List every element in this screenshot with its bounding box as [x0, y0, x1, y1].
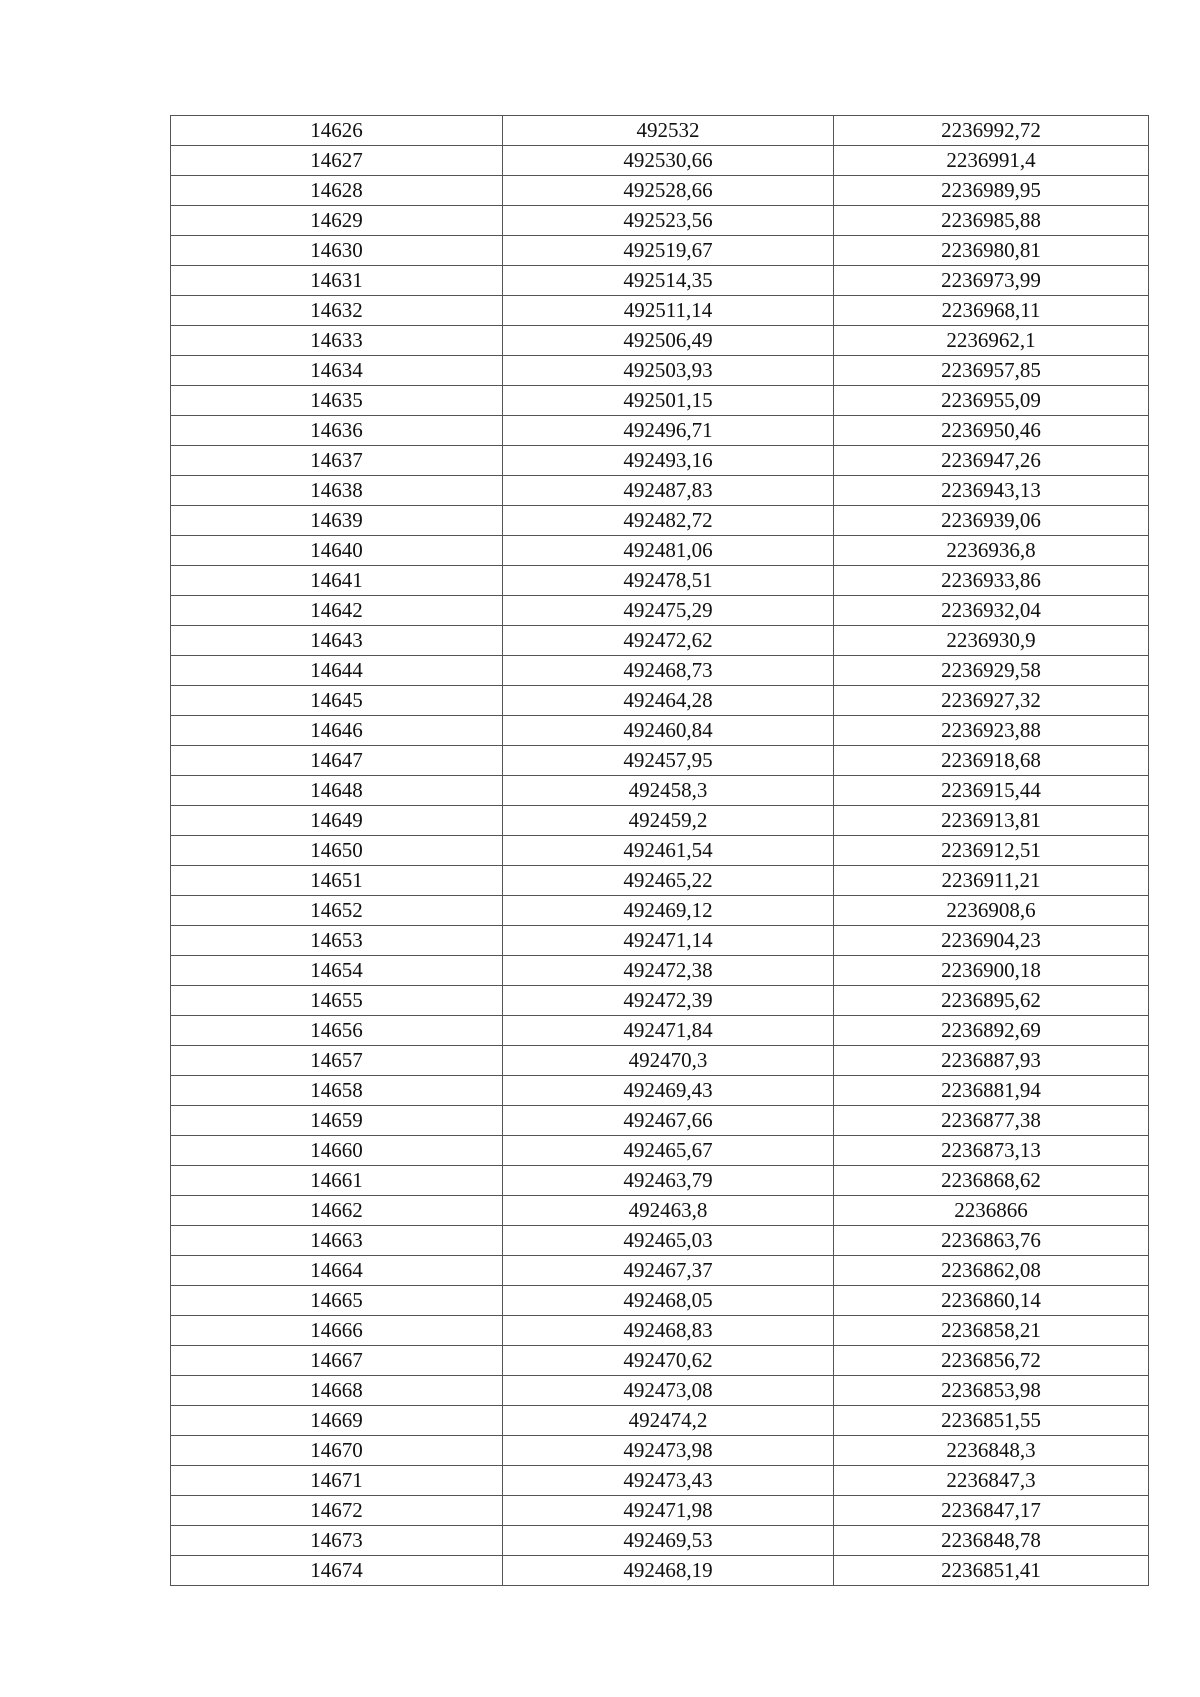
point-number-cell: 14667: [171, 1346, 503, 1376]
point-number-cell: 14663: [171, 1226, 503, 1256]
point-number-cell: 14668: [171, 1376, 503, 1406]
y-coordinate-cell: 2236887,93: [834, 1046, 1149, 1076]
point-number-cell: 14628: [171, 176, 503, 206]
y-coordinate-cell: 2236881,94: [834, 1076, 1149, 1106]
x-coordinate-cell: 492514,35: [503, 266, 834, 296]
y-coordinate-cell: 2236968,11: [834, 296, 1149, 326]
point-number-cell: 14634: [171, 356, 503, 386]
table-row: [171, 1466, 1149, 1496]
y-coordinate-cell: 2236908,6: [834, 896, 1149, 926]
y-coordinate-cell: 2236913,81: [834, 806, 1149, 836]
point-number-cell: 14646: [171, 716, 503, 746]
x-coordinate-cell: 492473,98: [503, 1436, 834, 1466]
y-coordinate-cell: 2236929,58: [834, 656, 1149, 686]
table-row: [171, 1316, 1149, 1346]
x-coordinate-cell: 492469,12: [503, 896, 834, 926]
x-coordinate-cell: 492467,37: [503, 1256, 834, 1286]
table-row: [171, 566, 1149, 596]
x-coordinate-cell: 492465,67: [503, 1136, 834, 1166]
point-number-cell: 14638: [171, 476, 503, 506]
x-coordinate-cell: 492471,14: [503, 926, 834, 956]
point-number-cell: 14630: [171, 236, 503, 266]
y-coordinate-cell: 2236918,68: [834, 746, 1149, 776]
y-coordinate-cell: 2236933,86: [834, 566, 1149, 596]
point-number-cell: 14664: [171, 1256, 503, 1286]
y-coordinate-cell: 2236989,95: [834, 176, 1149, 206]
x-coordinate-cell: 492530,66: [503, 146, 834, 176]
table-row: [171, 716, 1149, 746]
x-coordinate-cell: 492481,06: [503, 536, 834, 566]
x-coordinate-cell: 492478,51: [503, 566, 834, 596]
table-row: [171, 1406, 1149, 1436]
x-coordinate-cell: 492475,29: [503, 596, 834, 626]
point-number-cell: 14641: [171, 566, 503, 596]
y-coordinate-cell: 2236962,1: [834, 326, 1149, 356]
table-row: [171, 1556, 1149, 1586]
table-row: [171, 536, 1149, 566]
point-number-cell: 14661: [171, 1166, 503, 1196]
y-coordinate-cell: 2236848,78: [834, 1526, 1149, 1556]
y-coordinate-cell: 2236943,13: [834, 476, 1149, 506]
point-number-cell: 14635: [171, 386, 503, 416]
table-row: [171, 1166, 1149, 1196]
y-coordinate-cell: 2236851,41: [834, 1556, 1149, 1586]
x-coordinate-cell: 492473,43: [503, 1466, 834, 1496]
point-number-cell: 14671: [171, 1466, 503, 1496]
y-coordinate-cell: 2236985,88: [834, 206, 1149, 236]
table-row: [171, 206, 1149, 236]
y-coordinate-cell: 2236912,51: [834, 836, 1149, 866]
x-coordinate-cell: 492496,71: [503, 416, 834, 446]
point-number-cell: 14674: [171, 1556, 503, 1586]
x-coordinate-cell: 492501,15: [503, 386, 834, 416]
x-coordinate-cell: 492468,19: [503, 1556, 834, 1586]
x-coordinate-cell: 492464,28: [503, 686, 834, 716]
point-number-cell: 14640: [171, 536, 503, 566]
point-number-cell: 14636: [171, 416, 503, 446]
point-number-cell: 14655: [171, 986, 503, 1016]
table-row: [171, 986, 1149, 1016]
x-coordinate-cell: 492470,3: [503, 1046, 834, 1076]
y-coordinate-cell: 2236847,3: [834, 1466, 1149, 1496]
table-row: [171, 806, 1149, 836]
table-row: [171, 1106, 1149, 1136]
x-coordinate-cell: 492469,43: [503, 1076, 834, 1106]
x-coordinate-cell: 492471,98: [503, 1496, 834, 1526]
point-number-cell: 14639: [171, 506, 503, 536]
coordinates-table-body: [171, 116, 1149, 1586]
table-row: [171, 1526, 1149, 1556]
x-coordinate-cell: 492472,38: [503, 956, 834, 986]
table-row: [171, 1436, 1149, 1466]
point-number-cell: 14673: [171, 1526, 503, 1556]
x-coordinate-cell: 492459,2: [503, 806, 834, 836]
coordinates-table: [170, 115, 1149, 1586]
x-coordinate-cell: 492471,84: [503, 1016, 834, 1046]
x-coordinate-cell: 492460,84: [503, 716, 834, 746]
x-coordinate-cell: 492469,53: [503, 1526, 834, 1556]
table-row: [171, 1226, 1149, 1256]
point-number-cell: 14647: [171, 746, 503, 776]
y-coordinate-cell: 2236991,4: [834, 146, 1149, 176]
table-row: [171, 746, 1149, 776]
table-row: [171, 836, 1149, 866]
table-row: [171, 686, 1149, 716]
y-coordinate-cell: 2236973,99: [834, 266, 1149, 296]
table-row: [171, 176, 1149, 206]
table-row: [171, 506, 1149, 536]
table-row: [171, 1286, 1149, 1316]
x-coordinate-cell: 492523,56: [503, 206, 834, 236]
y-coordinate-cell: 2236955,09: [834, 386, 1149, 416]
point-number-cell: 14653: [171, 926, 503, 956]
table-row: [171, 446, 1149, 476]
y-coordinate-cell: 2236904,23: [834, 926, 1149, 956]
y-coordinate-cell: 2236939,06: [834, 506, 1149, 536]
point-number-cell: 14652: [171, 896, 503, 926]
y-coordinate-cell: 2236895,62: [834, 986, 1149, 1016]
x-coordinate-cell: 492503,93: [503, 356, 834, 386]
point-number-cell: 14629: [171, 206, 503, 236]
table-row: [171, 386, 1149, 416]
table-row: [171, 236, 1149, 266]
y-coordinate-cell: 2236868,62: [834, 1166, 1149, 1196]
y-coordinate-cell: 2236900,18: [834, 956, 1149, 986]
x-coordinate-cell: 492467,66: [503, 1106, 834, 1136]
x-coordinate-cell: 492472,39: [503, 986, 834, 1016]
y-coordinate-cell: 2236947,26: [834, 446, 1149, 476]
y-coordinate-cell: 2236936,8: [834, 536, 1149, 566]
y-coordinate-cell: 2236860,14: [834, 1286, 1149, 1316]
x-coordinate-cell: 492519,67: [503, 236, 834, 266]
point-number-cell: 14649: [171, 806, 503, 836]
x-coordinate-cell: 492506,49: [503, 326, 834, 356]
x-coordinate-cell: 492468,05: [503, 1286, 834, 1316]
table-row: [171, 1016, 1149, 1046]
table-row: [171, 266, 1149, 296]
point-number-cell: 14631: [171, 266, 503, 296]
x-coordinate-cell: 492468,83: [503, 1316, 834, 1346]
x-coordinate-cell: 492463,79: [503, 1166, 834, 1196]
table-row: [171, 596, 1149, 626]
point-number-cell: 14672: [171, 1496, 503, 1526]
table-row: [171, 1196, 1149, 1226]
point-number-cell: 14643: [171, 626, 503, 656]
table-row: [171, 416, 1149, 446]
y-coordinate-cell: 2236848,3: [834, 1436, 1149, 1466]
x-coordinate-cell: 492532: [503, 116, 834, 146]
point-number-cell: 14665: [171, 1286, 503, 1316]
y-coordinate-cell: 2236927,32: [834, 686, 1149, 716]
y-coordinate-cell: 2236847,17: [834, 1496, 1149, 1526]
point-number-cell: 14651: [171, 866, 503, 896]
x-coordinate-cell: 492472,62: [503, 626, 834, 656]
y-coordinate-cell: 2236930,9: [834, 626, 1149, 656]
table-row: [171, 896, 1149, 926]
table-row: [171, 1496, 1149, 1526]
table-row: [171, 656, 1149, 686]
x-coordinate-cell: 492487,83: [503, 476, 834, 506]
x-coordinate-cell: 492493,16: [503, 446, 834, 476]
point-number-cell: 14658: [171, 1076, 503, 1106]
y-coordinate-cell: 2236856,72: [834, 1346, 1149, 1376]
point-number-cell: 14650: [171, 836, 503, 866]
point-number-cell: 14645: [171, 686, 503, 716]
x-coordinate-cell: 492457,95: [503, 746, 834, 776]
point-number-cell: 14632: [171, 296, 503, 326]
x-coordinate-cell: 492528,66: [503, 176, 834, 206]
table-row: [171, 956, 1149, 986]
y-coordinate-cell: 2236957,85: [834, 356, 1149, 386]
table-row: [171, 926, 1149, 956]
x-coordinate-cell: 492511,14: [503, 296, 834, 326]
table-row: [171, 626, 1149, 656]
y-coordinate-cell: 2236915,44: [834, 776, 1149, 806]
point-number-cell: 14626: [171, 116, 503, 146]
x-coordinate-cell: 492482,72: [503, 506, 834, 536]
point-number-cell: 14642: [171, 596, 503, 626]
x-coordinate-cell: 492463,8: [503, 1196, 834, 1226]
point-number-cell: 14637: [171, 446, 503, 476]
x-coordinate-cell: 492473,08: [503, 1376, 834, 1406]
y-coordinate-cell: 2236877,38: [834, 1106, 1149, 1136]
y-coordinate-cell: 2236873,13: [834, 1136, 1149, 1166]
y-coordinate-cell: 2236851,55: [834, 1406, 1149, 1436]
point-number-cell: 14670: [171, 1436, 503, 1466]
y-coordinate-cell: 2236858,21: [834, 1316, 1149, 1346]
table-row: [171, 1136, 1149, 1166]
x-coordinate-cell: 492458,3: [503, 776, 834, 806]
point-number-cell: 14662: [171, 1196, 503, 1226]
y-coordinate-cell: 2236911,21: [834, 866, 1149, 896]
table-row: [171, 146, 1149, 176]
point-number-cell: 14657: [171, 1046, 503, 1076]
y-coordinate-cell: 2236866: [834, 1196, 1149, 1226]
x-coordinate-cell: 492465,22: [503, 866, 834, 896]
point-number-cell: 14656: [171, 1016, 503, 1046]
table-row: [171, 116, 1149, 146]
table-row: [171, 1046, 1149, 1076]
table-row: [171, 476, 1149, 506]
point-number-cell: 14659: [171, 1106, 503, 1136]
table-row: [171, 1256, 1149, 1286]
y-coordinate-cell: 2236863,76: [834, 1226, 1149, 1256]
y-coordinate-cell: 2236862,08: [834, 1256, 1149, 1286]
table-row: [171, 1346, 1149, 1376]
y-coordinate-cell: 2236892,69: [834, 1016, 1149, 1046]
y-coordinate-cell: 2236992,72: [834, 116, 1149, 146]
y-coordinate-cell: 2236932,04: [834, 596, 1149, 626]
y-coordinate-cell: 2236950,46: [834, 416, 1149, 446]
point-number-cell: 14666: [171, 1316, 503, 1346]
y-coordinate-cell: 2236980,81: [834, 236, 1149, 266]
table-row: [171, 776, 1149, 806]
x-coordinate-cell: 492474,2: [503, 1406, 834, 1436]
y-coordinate-cell: 2236853,98: [834, 1376, 1149, 1406]
table-row: [171, 866, 1149, 896]
point-number-cell: 14648: [171, 776, 503, 806]
point-number-cell: 14633: [171, 326, 503, 356]
y-coordinate-cell: 2236923,88: [834, 716, 1149, 746]
table-row: [171, 1076, 1149, 1106]
table-row: [171, 356, 1149, 386]
point-number-cell: 14669: [171, 1406, 503, 1436]
point-number-cell: 14644: [171, 656, 503, 686]
point-number-cell: 14627: [171, 146, 503, 176]
x-coordinate-cell: 492470,62: [503, 1346, 834, 1376]
point-number-cell: 14654: [171, 956, 503, 986]
table-row: [171, 326, 1149, 356]
table-row: [171, 296, 1149, 326]
x-coordinate-cell: 492468,73: [503, 656, 834, 686]
point-number-cell: 14660: [171, 1136, 503, 1166]
x-coordinate-cell: 492465,03: [503, 1226, 834, 1256]
x-coordinate-cell: 492461,54: [503, 836, 834, 866]
table-row: [171, 1376, 1149, 1406]
